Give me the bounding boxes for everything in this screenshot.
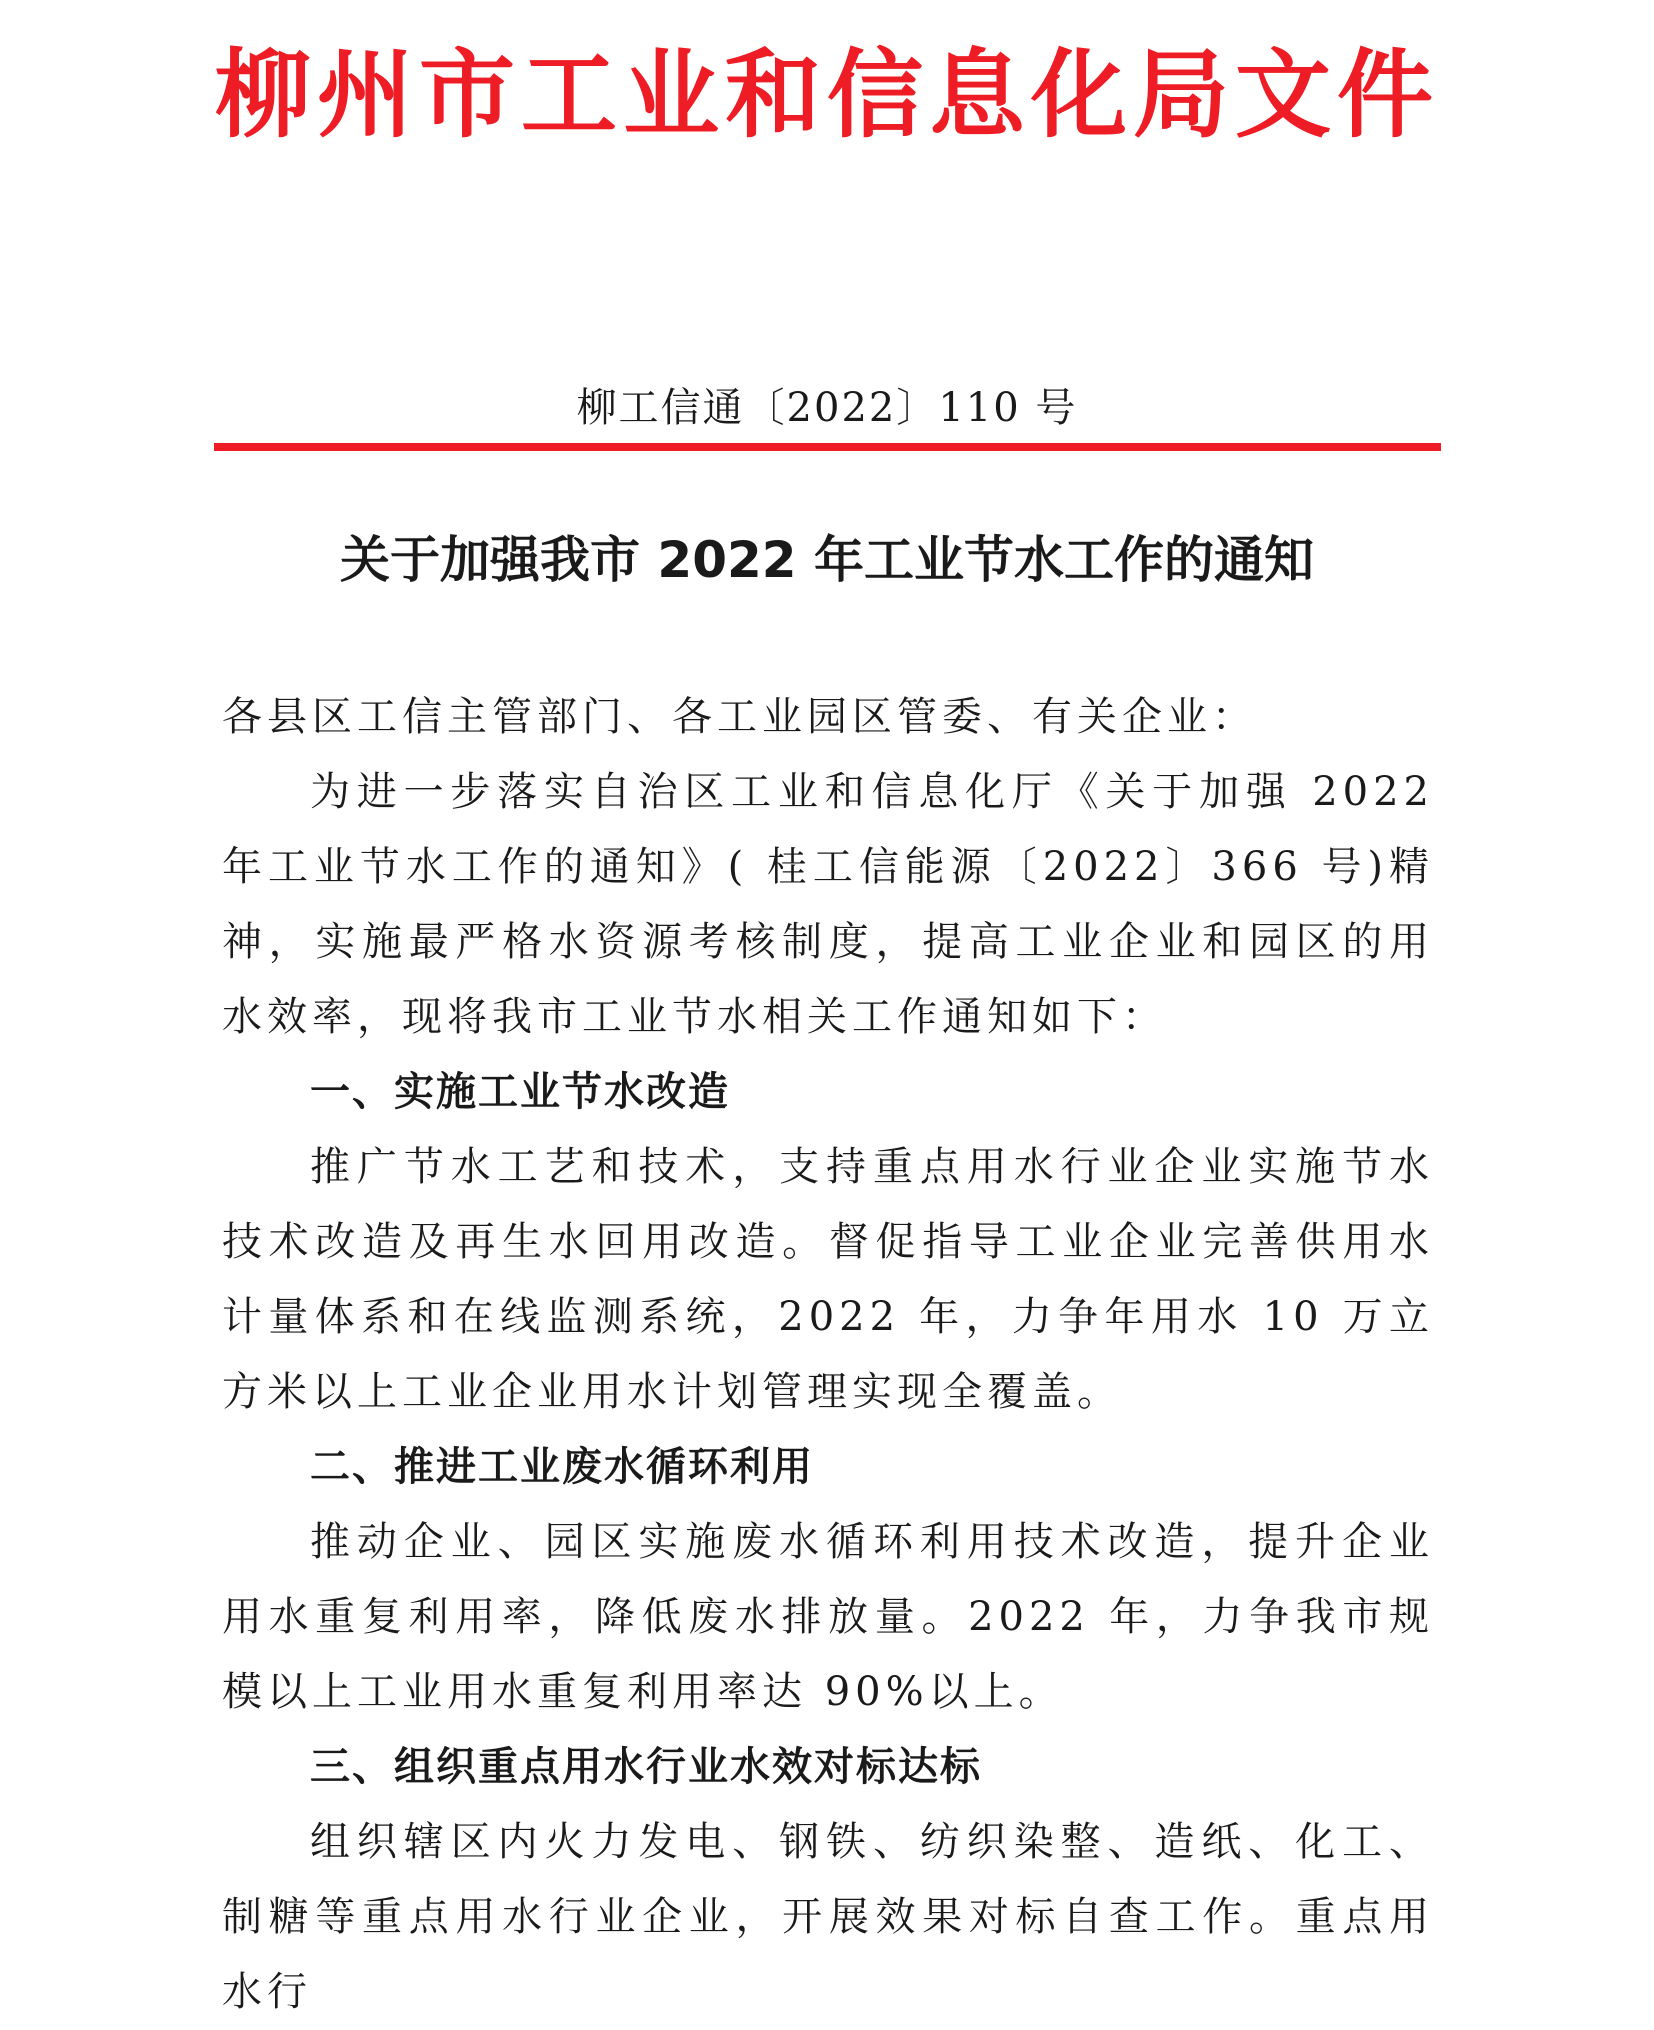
section-paragraph-2: 推动企业、园区实施废水循环利用技术改造，提升企业用水重复利用率，降低废水排放量。2022 年，力争我市规模以上工业用水重复利用率达 90%以上。 <box>222 1519 1434 1715</box>
document-body <box>222 680 1434 2030</box>
issuer-heading: 柳州市工业和信息化局文件 <box>215 39 1439 151</box>
section-paragraph-1: 推广节水工艺和技术，支持重点用水行业企业实施节水技术改造及再生水回用改造。督促指导工业企业完善供用水计量体系和在线监测系统，2022 年，力争年用水 10 万立方米以上工业企业用水计划管理实现全覆盖。 <box>222 1144 1434 1415</box>
salutation: 各县区工信主管部门、各工业园区管委、有关企业： <box>222 694 1257 740</box>
section-heading-2: 二、推进工业废水循环利用 <box>310 1444 814 1490</box>
document-number: 柳工信通〔2022〕110 号 <box>576 385 1078 431</box>
document-title: 关于加强我市 2022 年工业节水工作的通知 <box>340 531 1314 589</box>
section-heading-3: 三、组织重点用水行业水效对标达标 <box>310 1744 982 1790</box>
intro-paragraph: 为进一步落实自治区工业和信息化厅《关于加强 2022 年工业节水工作的通知》( 桂工信能源〔2022〕366 号)精神，实施最严格水资源考核制度，提高工业企业和园区的用水效率，现将我市工业节水相关工作通知如下： <box>222 769 1434 1040</box>
section-paragraph-3: 组织辖区内火力发电、钢铁、纺织染整、造纸、化工、制糖等重点用水行业企业，开展效果对标自查工作。重点用水行 <box>222 1819 1434 2015</box>
red-separator-line <box>214 443 1441 451</box>
section-heading-1: 一、实施工业节水改造 <box>310 1069 730 1115</box>
